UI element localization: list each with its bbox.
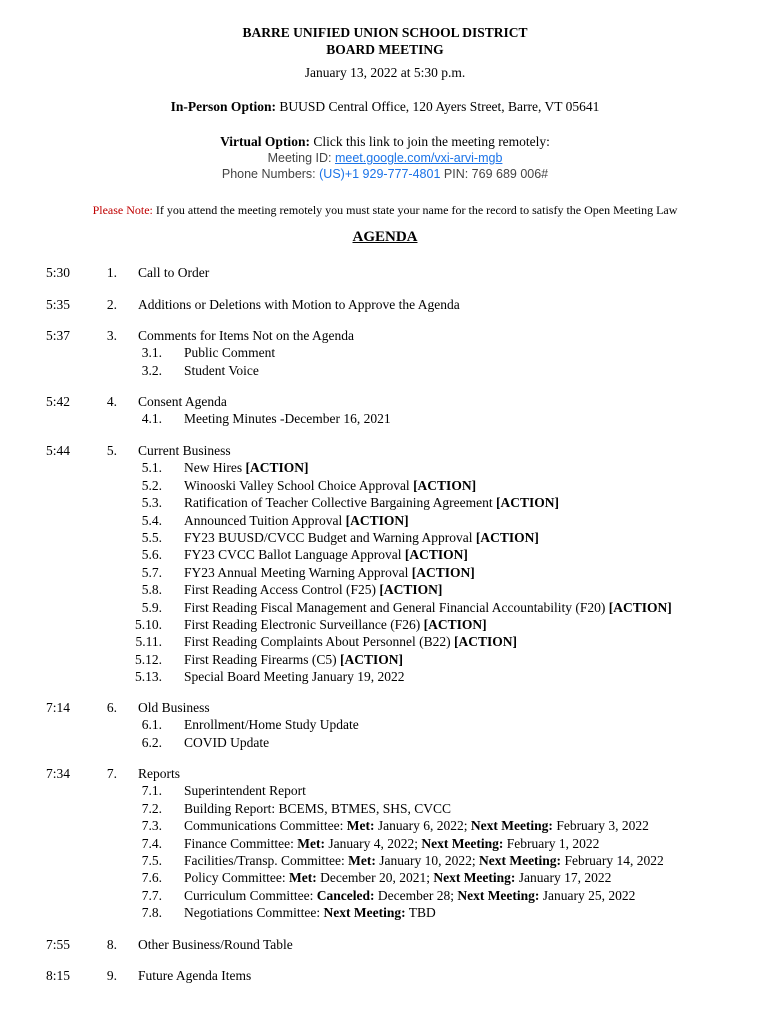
sub-item-list [0, 459, 770, 685]
sub-item-text-part: February 3, 2022 [552, 818, 649, 834]
sub-item [0, 362, 770, 379]
sub-item [0, 564, 770, 581]
virtual-option [0, 133, 770, 150]
sub-item-number: 6.2. [141, 734, 162, 750]
sub-item-number: 5.10. [135, 616, 162, 632]
sub-item [0, 817, 770, 834]
sub-item-number: 6.1. [141, 717, 162, 733]
phone-numbers [0, 166, 770, 183]
sub-item-text [184, 633, 517, 650]
sub-item [0, 734, 770, 751]
sub-item-number: 7.1. [141, 783, 162, 799]
agenda-item-time: 7:34 [46, 766, 71, 781]
sub-item [0, 512, 770, 529]
agenda-item-number: 6. [106, 700, 117, 715]
sub-item-bold-label: Next Meeting: [470, 818, 553, 834]
sub-item-text [184, 904, 436, 921]
agenda-item-number: 4. [106, 394, 117, 409]
sub-item-number: 5.11. [135, 634, 162, 650]
agenda-item-time: 5:35 [46, 297, 71, 312]
agenda-item-title: Future Agenda Items [138, 968, 252, 983]
sub-item [0, 852, 770, 869]
virtual-label: Virtual Option: [220, 134, 310, 149]
sub-item [0, 800, 770, 817]
sub-item [0, 904, 770, 921]
meeting-link[interactable]: meet.google.com/vxi-arvi-mgb [334, 151, 503, 165]
sub-item-text-part: Communications Committee: [184, 818, 347, 834]
agenda-item-number: 2. [106, 297, 117, 312]
agenda-item-title: Call to Order [138, 265, 210, 280]
sub-item [0, 835, 770, 852]
sub-item-text-part: Winooski Valley School Choice Approval [184, 477, 414, 493]
sub-item [0, 633, 770, 650]
sub-item-number: 3.2. [141, 362, 162, 378]
action-tag: [ACTION] [423, 616, 487, 632]
sub-item-bold-label: Met: [289, 870, 317, 886]
sub-item-text [184, 512, 409, 529]
sub-item-text [184, 716, 359, 733]
sub-item-text [184, 477, 476, 494]
sub-item-bold-label: Next Meeting: [433, 870, 516, 886]
sub-item-number: 5.1. [141, 460, 162, 476]
sub-item-text-part: February 1, 2022 [503, 835, 600, 851]
sub-item-text [184, 494, 559, 511]
meeting-id [0, 150, 770, 167]
phone-pin: PIN: 769 689 006# [440, 167, 549, 181]
sub-item-bold-label: Met: [348, 852, 376, 868]
agenda-heading: AGENDA [352, 229, 418, 245]
sub-item-text-part: First Reading Firearms (C5) [184, 651, 340, 667]
sub-item-text [184, 869, 611, 886]
sub-item-text-part: January 25, 2022 [539, 887, 636, 903]
action-tag: [ACTION] [475, 529, 539, 545]
sub-item-number: 5.9. [141, 599, 162, 615]
sub-item-bold-label: Next Meeting: [421, 835, 504, 851]
sub-item-text [184, 344, 275, 361]
sub-item-text-part: First Reading Electronic Surveillance (F26) [184, 616, 424, 632]
sub-item-number: 3.1. [141, 345, 162, 361]
sub-item-number: 5.8. [141, 582, 162, 598]
sub-item-text-part: Superintendent Report [184, 783, 306, 799]
sub-item-text-part: January 17, 2022 [515, 870, 612, 886]
sub-item-text [184, 599, 672, 616]
sub-item-text-part: Facilities/Transp. Committee: [184, 852, 349, 868]
sub-item-text-part: Special Board Meeting January 19, 2022 [184, 669, 405, 685]
sub-item-number: 5.13. [135, 669, 162, 685]
sub-item-number: 5.3. [141, 495, 162, 511]
agenda-item-number: 3. [106, 328, 117, 343]
sub-item-text [184, 581, 442, 598]
agenda-item-time: 5:30 [46, 265, 71, 280]
sub-item-text-part: Policy Committee: [184, 870, 289, 886]
action-tag: [ACTION] [413, 477, 477, 493]
sub-item-bold-label: Met: [346, 818, 375, 834]
sub-item-number: 7.6. [141, 870, 162, 886]
virtual-text: Click this link to join the meeting remotely: [309, 134, 550, 149]
in-person-address: BUUSD Central Office, 120 Ayers Street, Barre, VT 05641 [275, 99, 600, 114]
sub-item-text-part: Student Voice [184, 362, 259, 378]
sub-item-text-part: First Reading Fiscal Management and General Financial Accountability (F20) [184, 599, 609, 615]
action-tag: [ACTION] [608, 599, 672, 615]
sub-item-list [0, 716, 770, 751]
action-tag: [ACTION] [411, 564, 475, 580]
sub-item-text-part: January 6, 2022; [374, 818, 471, 834]
sub-item [0, 869, 770, 886]
agenda-item-number: 8. [106, 937, 117, 952]
sub-item-text [184, 800, 451, 817]
sub-item-text [184, 734, 269, 751]
sub-item [0, 410, 770, 427]
sub-item-text [184, 651, 403, 668]
sub-item-number: 7.2. [141, 800, 162, 816]
sub-item-text-part: Building Report: BCEMS, BTMES, SHS, CVCC [184, 800, 452, 816]
agenda-item-title: Old Business [138, 700, 210, 715]
action-tag: [ACTION] [495, 495, 559, 511]
sub-item-text-part: First Reading Complaints About Personnel (B22) [184, 634, 454, 650]
sub-item-text [184, 852, 664, 869]
sub-item-text-part: February 14, 2022 [561, 852, 664, 868]
sub-item-bold-label: Met: [297, 835, 325, 851]
sub-item-text-part: January 4, 2022; [324, 835, 422, 851]
sub-item-text-part: Curriculum Committee: [184, 887, 317, 903]
sub-item-text-part: Announced Tuition Approval [184, 512, 346, 528]
sub-item-text [184, 782, 306, 799]
sub-item-text-part: Ratification of Teacher Collective Bargaining Agreement [184, 495, 496, 511]
sub-item-number: 5.4. [141, 512, 162, 528]
sub-item [0, 887, 770, 904]
sub-item-number: 5.7. [141, 564, 162, 580]
agenda-item-title: Comments for Items Not on the Agenda [138, 328, 354, 343]
action-tag: [ACTION] [345, 512, 409, 528]
sub-item-list [0, 344, 770, 379]
agenda-item-time: 5:42 [46, 394, 71, 409]
meeting-title: BOARD MEETING [326, 42, 444, 57]
sub-item-text-part: Finance Committee: [184, 835, 298, 851]
sub-item [0, 546, 770, 563]
agenda-item-title: Other Business/Round Table [138, 937, 293, 952]
sub-item [0, 651, 770, 668]
agenda-item-title: Reports [138, 766, 180, 781]
sub-item-bold-label: Next Meeting: [457, 887, 540, 903]
sub-item [0, 529, 770, 546]
sub-item-list [0, 410, 770, 427]
sub-item-number: 5.6. [141, 547, 162, 563]
sub-item-text-part: FY23 Annual Meeting Warning Approval [184, 564, 412, 580]
sub-item-number: 4.1. [141, 411, 162, 427]
phone-label: Phone Numbers: [221, 167, 320, 181]
sub-item-text-part: Negotiations Committee: [184, 905, 324, 921]
agenda-item-number: 1. [106, 265, 117, 280]
agenda-item-number: 7. [106, 766, 117, 781]
agenda-item-title: Current Business [138, 443, 231, 458]
sub-item-text [184, 564, 475, 581]
sub-item-text [184, 616, 487, 633]
sub-item [0, 599, 770, 616]
phone-number-link[interactable]: (US)+1 929-777-4801 [319, 167, 441, 181]
sub-item-text-part: New Hires [184, 460, 246, 476]
sub-item-number: 7.4. [141, 835, 162, 851]
agenda-item-time: 8:15 [46, 968, 71, 983]
sub-item-bold-label: Next Meeting: [323, 905, 406, 921]
sub-item [0, 782, 770, 799]
agenda-item-number: 5. [106, 443, 117, 458]
sub-item-number: 7.5. [141, 852, 162, 868]
note-label: Please Note: [92, 203, 153, 217]
sub-item [0, 616, 770, 633]
sub-item-number: 5.5. [141, 529, 162, 545]
agenda-item-time: 5:44 [46, 443, 71, 458]
sub-item-text [184, 529, 539, 546]
sub-item-text [184, 410, 391, 427]
agenda-item-title: Consent Agenda [138, 394, 227, 409]
sub-item-number: 7.8. [141, 905, 162, 921]
sub-item-bold-label: Next Meeting: [478, 852, 562, 868]
sub-item [0, 344, 770, 361]
sub-item-number: 5.12. [135, 651, 162, 667]
remote-note [0, 203, 770, 218]
meeting-date: January 13, 2022 at 5:30 p.m. [304, 65, 466, 80]
sub-item-text-part: Public Comment [184, 345, 276, 361]
sub-item-number: 5.2. [141, 477, 162, 493]
sub-item-text [184, 668, 404, 685]
sub-item-text [184, 817, 649, 834]
sub-item-text-part: First Reading Access Control (F25) [184, 582, 380, 598]
district-name: BARRE UNIFIED UNION SCHOOL DISTRICT [242, 25, 528, 40]
in-person-label: In-Person Option: [170, 99, 276, 114]
agenda-item-time: 7:55 [46, 937, 71, 952]
sub-item-text-part: Meeting Minutes -December 16, 2021 [184, 411, 391, 427]
action-tag: [ACTION] [454, 634, 517, 650]
sub-item-text [184, 459, 308, 476]
sub-item [0, 581, 770, 598]
meeting-id-label: Meeting ID: [267, 151, 335, 165]
sub-item [0, 716, 770, 733]
sub-item [0, 668, 770, 685]
sub-item [0, 459, 770, 476]
sub-item-text-part: FY23 CVCC Ballot Language Approval [184, 547, 405, 563]
sub-item-text [184, 362, 259, 379]
action-tag: [ACTION] [404, 547, 468, 563]
sub-item-text-part: Enrollment/Home Study Update [184, 717, 359, 733]
sub-item-bold-label: Canceled: [316, 887, 375, 903]
action-tag: [ACTION] [379, 582, 443, 598]
agenda-item-time: 5:37 [46, 328, 71, 343]
agenda-item-time: 7:14 [46, 700, 71, 715]
sub-item-text-part: December 20, 2021; [316, 870, 434, 886]
agenda-item-title: Additions or Deletions with Motion to Approve the Agenda [138, 297, 460, 312]
sub-item-text-part: January 10, 2022; [375, 852, 479, 868]
sub-item-text [184, 546, 468, 563]
sub-item-text-part: FY23 BUUSD/CVCC Budget and Warning Approval [184, 529, 476, 545]
sub-item-text [184, 887, 635, 904]
sub-item-number: 7.7. [141, 887, 162, 903]
agenda-item-number: 9. [106, 968, 117, 983]
sub-item-text [184, 835, 599, 852]
sub-item-text-part: COVID Update [184, 734, 270, 750]
sub-item-text-part: TBD [405, 905, 436, 921]
sub-item-text-part: December 28; [374, 887, 458, 903]
sub-item-list [0, 782, 770, 921]
in-person-option [0, 98, 770, 115]
sub-item [0, 477, 770, 494]
sub-item [0, 494, 770, 511]
action-tag: [ACTION] [339, 651, 403, 667]
note-text: If you attend the meeting remotely you must state your name for the record to satisfy the Open Meeting Law [152, 203, 678, 217]
sub-item-number: 7.3. [141, 818, 162, 834]
action-tag: [ACTION] [245, 460, 309, 476]
